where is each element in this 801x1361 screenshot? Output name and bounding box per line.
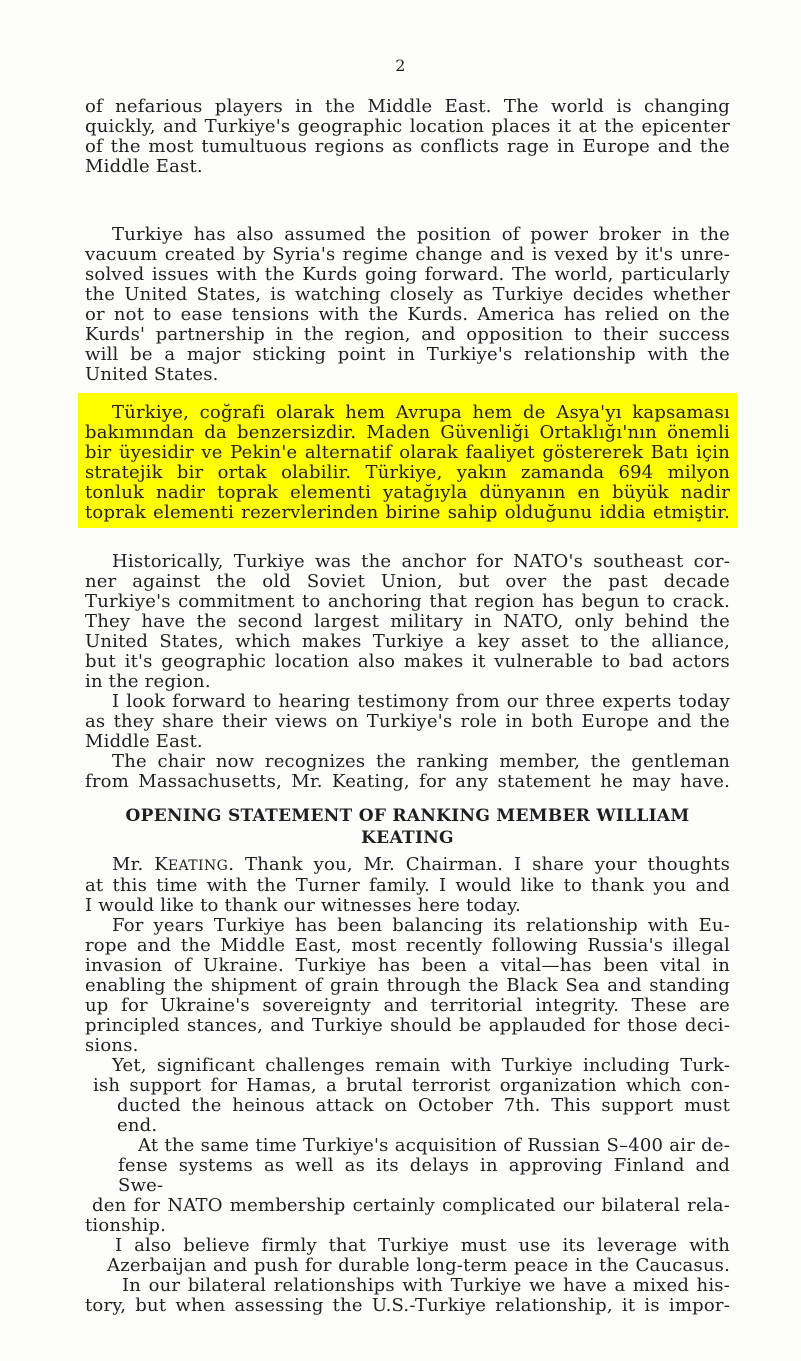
paragraph	[85, 1056, 730, 1236]
section-heading	[85, 805, 730, 849]
text-line: Kurds' partnership in the region, and opposition to their success	[85, 324, 730, 345]
text-line: of the most tumultuous regions as conflicts rage in Europe and the	[85, 136, 730, 157]
text-line: For years Turkiye has been balancing its relationship with Eu-	[112, 915, 730, 936]
paragraph	[85, 692, 730, 752]
paragraph	[85, 225, 730, 385]
text-line: of nefarious players in the Middle East. The world is changing	[85, 96, 730, 117]
paragraph	[85, 1236, 730, 1276]
text-line: toprak elementi rezervlerinden birine sahip olduğunu iddia etmiştir.	[85, 502, 730, 523]
text-line: or not to ease tensions with the Kurds. America has relied on the	[85, 304, 730, 325]
text-line: ner against the old Soviet Union, but over the past decade	[85, 571, 730, 592]
paragraph	[85, 1276, 730, 1316]
text-line: rope and the Middle East, most recently following Russia's illegal	[85, 935, 730, 956]
text-line: Turkiye has also assumed the position of power broker in the	[112, 224, 730, 245]
text-line: tonluk nadir toprak elementi yatağıyla dünyanın en büyük nadir	[85, 482, 730, 503]
text-line: as they share their views on Turkiye's role in both Europe and the	[85, 711, 730, 732]
text-line: Middle East.	[85, 731, 203, 752]
text-line: United States, which makes Turkiye a key asset to the alliance,	[85, 631, 730, 652]
text-line: I look forward to hearing testimony from our three experts today	[112, 691, 730, 712]
text-line: Historically, Turkiye was the anchor for NATO's southeast cor-	[112, 551, 730, 572]
text-line: Yet, significant challenges remain with Turkiye including Turk-	[112, 1055, 730, 1076]
text-line: OPENING STATEMENT OF RANKING MEMBER WILLIAM	[125, 806, 690, 826]
text-line: Turkiye's commitment to anchoring that region has begun to crack.	[85, 591, 730, 612]
text-line: den for NATO membership certainly complicated our bilateral rela-	[92, 1195, 730, 1216]
text-line: At the same time Turkiye's acquisition of Russian S–400 air de-	[138, 1135, 730, 1156]
text-line: fense systems as well as its delays in approving Finland and Swe-	[118, 1155, 730, 1196]
page-content	[0, 97, 801, 1316]
text-line: They have the second largest military in NATO, only behind the	[85, 611, 730, 632]
text-line: vacuum created by Syria's regime change and is vexed by it's unre-	[85, 244, 730, 265]
text-line: Türkiye, coğrafi olarak hem Avrupa hem de Asya'yı kapsaması	[112, 402, 730, 423]
text-line: ish support for Hamas, a brutal terrorist organization which con-	[93, 1075, 730, 1096]
text-line: In our bilateral relationships with Turkiye we have a mixed his-	[122, 1275, 730, 1296]
text-line: stratejik bir ortak olabilir. Türkiye, yakın zamanda 694 milyon	[85, 462, 730, 483]
paragraph	[85, 752, 730, 792]
text-line: KEATING	[361, 828, 454, 848]
text-line: I would like to thank our witnesses here today.	[85, 895, 521, 916]
text-line: sions.	[85, 1035, 139, 1056]
text-line: bakımından da benzersizdir. Maden Güvenliği Ortaklığı'nın önemli	[85, 422, 730, 443]
text-line: bir üyesidir ve Pekin'e alternatif olarak faaliyet göstererek Batı için	[85, 442, 730, 463]
text-line: The chair now recognizes the ranking member, the gentleman	[112, 751, 730, 772]
paragraph	[85, 916, 730, 1056]
text-line: ducted the heinous attack on October 7th. This support must end.	[117, 1095, 730, 1136]
highlighted-paragraph	[78, 393, 737, 528]
text-line: United States.	[85, 364, 219, 385]
text-line: tory, but when assessing the U.S.-Turkiye relationship, it is impor-	[85, 1295, 730, 1316]
text-line: at this time with the Turner family. I would like to thank you and	[85, 875, 730, 896]
text-line: in the region.	[85, 671, 211, 692]
text-line: principled stances, and Turkiye should be applauded for those deci-	[85, 1015, 730, 1036]
text-line: enabling the shipment of grain through the Black Sea and standing	[85, 975, 730, 996]
text-line: from Massachusetts, Mr. Keating, for any statement he may have.	[85, 771, 730, 792]
paragraph	[85, 97, 730, 177]
text-line: I also believe firmly that Turkiye must use its leverage with	[115, 1235, 730, 1256]
text-line: the United States, is watching closely as Turkiye decides whether	[85, 284, 730, 305]
text-line: solved issues with the Kurds going forward. The world, particularly	[85, 264, 730, 285]
paragraph	[85, 552, 730, 692]
text-line: quickly, and Turkiye's geographic location places it at the epicenter	[85, 116, 730, 137]
text-line: Mr. KEATING. Thank you, Mr. Chairman. I share your thoughts	[112, 854, 731, 875]
page-number: 2	[395, 56, 406, 75]
text-line: up for Ukraine's sovereignty and territorial integrity. These are	[85, 995, 730, 1016]
paragraph	[85, 855, 730, 916]
text-line: invasion of Ukraine. Turkiye has been a vital—has been vital in	[85, 955, 730, 976]
small-caps-name: EATING	[167, 858, 229, 874]
text-line: will be a major sticking point in Turkiye's relationship with the	[85, 344, 730, 365]
text-line: Azerbaijan and push for durable long-term peace in the Caucasus.	[107, 1255, 730, 1276]
text-line: Middle East.	[85, 156, 203, 177]
text-line: but it's geographic location also makes it vulnerable to bad actors	[85, 651, 730, 672]
text-line: tionship.	[85, 1215, 167, 1236]
